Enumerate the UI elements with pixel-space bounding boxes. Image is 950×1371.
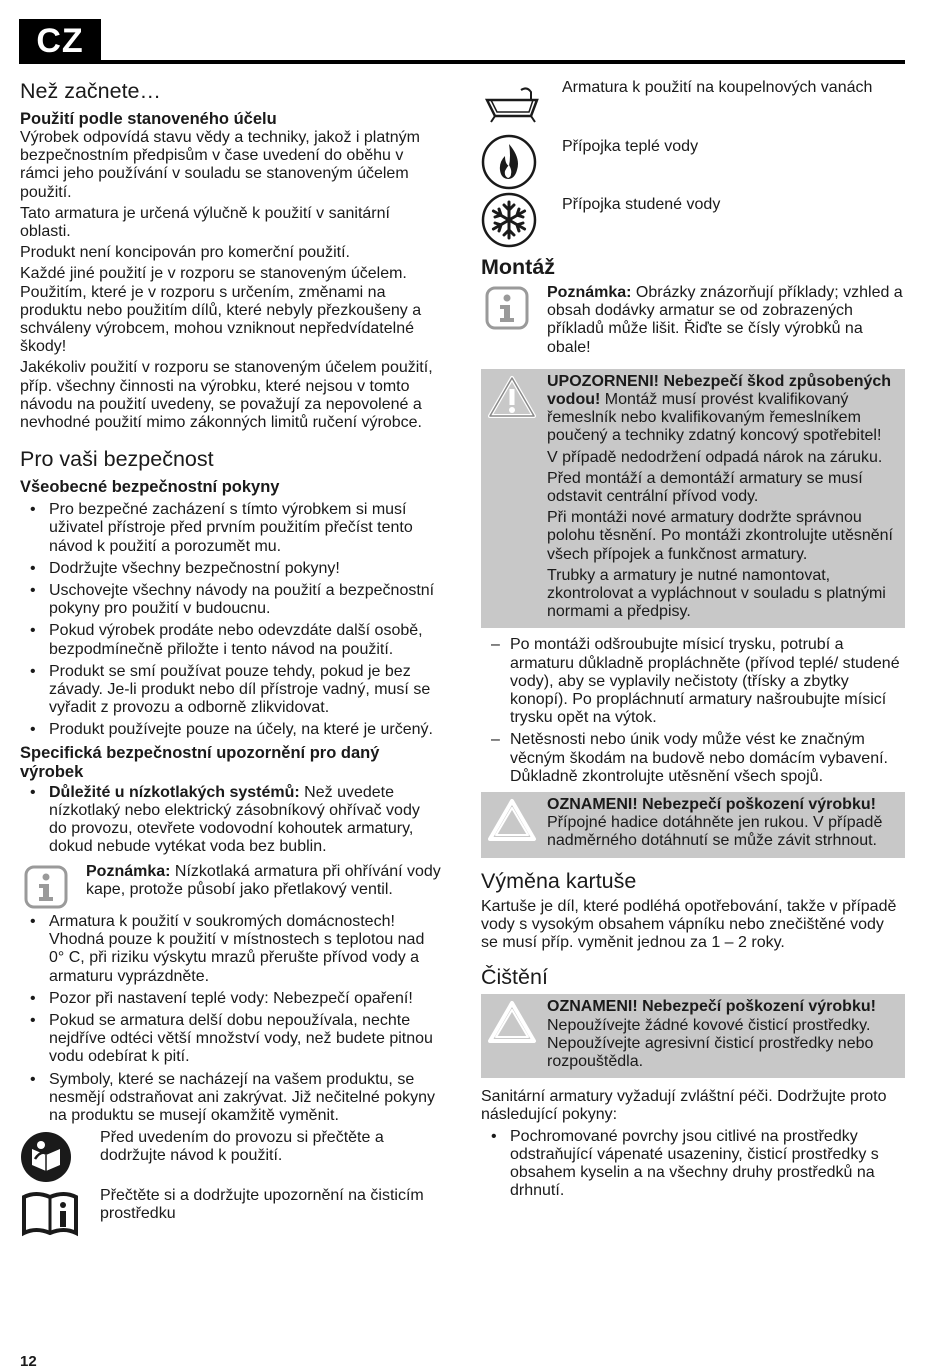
warning-icon: [487, 375, 537, 424]
section-title-assembly: Montáž: [481, 255, 556, 279]
symbol-cold: [481, 188, 905, 254]
bathtub-icon: [481, 86, 541, 131]
symbol-hot-text: Přípojka teplé vody: [562, 138, 699, 155]
notice-box-hoses: OZNAMENI! Nebezpečí poškození výrobku! Přípojné hadice dotáhněte jen rukou. V případě nadměrného dotáhnutí se může závit strhnout.: [481, 792, 905, 858]
bullet-list-specific-2: [20, 913, 442, 1125]
notice-icon: [487, 1000, 537, 1049]
list-item: • Pochromované povrchy jsou citlivé na prostředky odstraňující vápenaté usazeniny, čisticí prostředky s obsahem kyselin a na všechny druhy prostředků na drhnutí.: [491, 1127, 879, 1200]
list-item: – Po montáži odšroubujte mísicí trysku, potrubí a armaturu důkladně propláchněte (přívod teplé/ studené vody), aby se vyplavily nečistoty (třísky a zbytky konopí). Po propláchnutí armatury našroubujte mísicí trysku opět na výtok.: [491, 636, 900, 727]
note-low-pressure: Poznámka: Nízkotlaká armatura při ohřívání vody kape, protože působí jako přetlakový ventil.: [20, 863, 442, 899]
bullet-list-cleaning: [481, 1128, 905, 1201]
symbol-cleaner-text: Přečtěte si a dodržujte upozornění na čisticím prostředku: [100, 1187, 424, 1223]
list-item: • Symboly, které se nacházejí na vašem produktu, se nesmějí odstraňovat ani zakrývat. Již nečitelné pokyny na produktu se musejí okamžitě vyměnit.: [30, 1070, 435, 1124]
list-item: • Armatura k použití v soukromých domácnostech! Vhodná pouze k použití v místnostech s teplotou nad 0° C, při riziku výskytu mrazů přerušte přívod vody a armaturu vyprázdněte.: [30, 912, 425, 985]
paragraph: Při montáži nové armatury dodržte správnou polohu těsnění. Po montáži zkontrolujte utěsnění všech přípojek a funkčnost armatury.: [547, 509, 893, 563]
symbol-bath-text: Armatura k použití na koupelnových vanách: [562, 79, 873, 96]
symbol-read-text: Před uvedením do provozu si přečtěte a dodržujte návod k použití.: [100, 1129, 384, 1165]
list-item: • Pokud se armatura delší dobu nepoužívala, nechte nejdříve odtéci větší množství vody, než budete pitnou vodu odebírat k pití.: [30, 1011, 433, 1066]
read-manual-icon: [20, 1131, 72, 1188]
book-info-icon: [20, 1189, 80, 1242]
paragraph: Sanitární armatury vyžadují zvláštní péči. Dodržujte proto následující pokyny:: [481, 1088, 887, 1124]
list-item: • Pokud výrobek prodáte nebo odevzdáte další osobě, bezpodmínečně přiložte i tento návod na použití.: [30, 622, 423, 658]
symbol-cleaner: [20, 1187, 442, 1243]
paragraph: Trubky a armatury je nutné namontovat, zkontrolovat a vypláchnout v souladu s platnými normami a předpisy.: [547, 566, 886, 621]
dash-list: [481, 636, 905, 786]
list-item: – Netěsnosti nebo únik vody může vést ke značným věcným škodám na budově nebo domácím vybavení. Důkladně zkontrolujte utěsnění všech spojů.: [491, 731, 888, 785]
section-title-cartridge: Výměna kartuše: [481, 868, 637, 893]
section-title-safety: Pro vaši bezpečnost: [20, 447, 214, 472]
list-item: • Produkt se smí používat pouze tehdy, pokud je bez závady. Je-li produkt nebo díl přístroje vadný, musí se vyřadit z provozu a odborně zlikvidovat.: [30, 662, 431, 717]
subheading-intended-use: Použití podle stanoveného účelu: [20, 110, 277, 128]
list-item: • Produkt používejte pouze na účely, na které je určený.: [30, 721, 433, 739]
list-item: • Uschovejte všechny návody na použití a bezpečnostní pokyny pro použití v budoucnu.: [30, 582, 435, 618]
left-column: [20, 78, 442, 1243]
snowflake-icon: [481, 192, 537, 253]
flame-icon: [481, 134, 537, 195]
list-item: • Důležité u nízkotlakých systémů: Než uvedete nízkotlaký nebo elektrický zásobníkový ohřívač vody do provozu, otevřete vodovodní kohoutek armatury, dokud nebude vytékat voda bez bublin.: [30, 783, 420, 856]
symbol-bath: [481, 78, 905, 130]
right-column: [481, 78, 905, 1204]
symbol-cold-text: Přípojka studené vody: [562, 196, 721, 213]
list-item: • Pro bezpečné zacházení s tímto výrobkem si musí uživatel přístroje před prvním použitím přečíst tento návod k použití a porozumět mu.: [30, 501, 413, 555]
section-title-cleaning: Čištění: [481, 965, 548, 990]
paragraph: Tato armatura je určená výlučně k použití v sanitární oblasti.: [20, 204, 390, 241]
notice-box-cleaning: OZNAMENI! Nebezpečí poškození výrobku! Nepoužívejte žádné kovové čisticí prostředky. Nepoužívejte agresivní čisticí prostředky nebo rozpouštědla.: [481, 994, 905, 1078]
note-assembly: Poznámka: Obrázky znázorňují příklady; vzhled a obsah dodávky armatur se od zobrazených příkladů může lišit. Řiďte se čísly výrobků na obale!: [481, 284, 905, 357]
info-icon: [485, 286, 529, 335]
warning-box-water-damage: UPOZORNENI! Nebezpečí škod způsobených vodou! Montáž musí provést kvalifikovaný řemeslník nebo kvalifikovaným řemeslníkem poučený a techniky zdatný koncový spotřebitel! V případě nedodržení odpadá nárok na záruku. Před montáží a demontáží armatury se musí odstavit centrální přívod vody. Při montáži nové armatury dodržte správnou polohu těsnění. Po montáži zkontrolujte utěsnění všech přípojek a funkčnost armatury. Trubky a armatury je nutné namontovat, zkontrolovat a vypláchnout v souladu s platnými normami a předpisy.: [481, 369, 905, 629]
header-rule: [19, 60, 905, 64]
symbol-hot: [481, 130, 905, 188]
page-number: 12: [20, 1353, 37, 1370]
section-title-before-start: Než začnete…: [20, 79, 162, 103]
paragraph: Kartuše je díl, které podléhá opotřebování, takže v případě vody s vysokým obsahem vápníku nebo znečištěné vody se musí příp. vyměnit jednou za 1 – 2 roky.: [481, 897, 897, 952]
notice-icon: [487, 798, 537, 847]
paragraph: Před montáží a demontáží armatury se musí odstavit centrální přívod vody.: [547, 469, 863, 506]
language-tab: CZ: [19, 19, 101, 63]
list-item: • Pozor při nastavení teplé vody: Nebezpečí opaření!: [30, 989, 413, 1007]
paragraph: Jakékoliv použití v rozporu se stanoveným účelem použití, příp. všechny činnosti na výrobku, které nejsou v tomto návodu na použití uvedeny, se považují za nepovolené a nevhodné použití mimo zákonných limitů ručení výrobce.: [20, 359, 433, 432]
subheading-specific-safety: Specifická bezpečnostní upozornění pro daný výrobek: [20, 743, 380, 781]
symbol-read-manual: [20, 1129, 442, 1187]
paragraph: Produkt není koncipován pro komerční použití.: [20, 244, 350, 262]
paragraph: Výrobek odpovídá stavu vědy a techniky, jakož i platným bezpečnostním předpisům v čase uvedení do oběhu v rámci jeho používání v souladu se stanoveným účelem použití.: [20, 129, 420, 201]
info-icon: [24, 865, 68, 914]
subheading-general-safety: Všeobecné bezpečnostní pokyny: [20, 478, 280, 497]
bullet-list-general: [20, 501, 442, 739]
list-item: • Dodržujte všechny bezpečnostní pokyny!: [30, 559, 340, 577]
paragraph: Každé jiné použití je v rozporu se stanoveným účelem. Použitím, které je v rozporu s určením, změnami na produktu nebo použitím dílů, které nebyly přezkoušeny a schváleny výrobcem, mohou vzniknout nepředvídatelné škody!: [20, 265, 422, 356]
bullet-list-specific: [20, 784, 442, 857]
paragraph: V případě nedodržení odpadá nárok na záruku.: [547, 448, 883, 466]
